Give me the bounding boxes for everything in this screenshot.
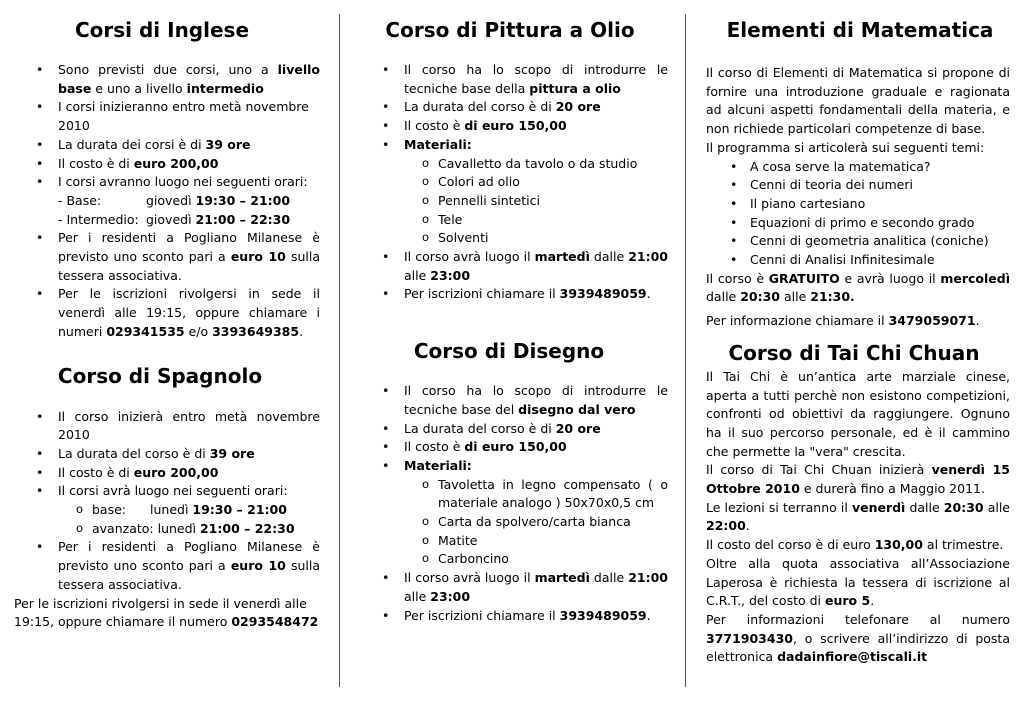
- pittura-item-scope: [360, 61, 668, 98]
- column-left: [14, 0, 320, 724]
- text: Il costo è: [404, 118, 465, 134]
- text: La durata del corso è di: [404, 99, 556, 115]
- text-bold: 20:30: [943, 499, 984, 515]
- text-bold: euro 10: [230, 558, 286, 574]
- text-bold: 20 ore: [555, 99, 601, 115]
- phone-number: 3939489059: [559, 286, 647, 302]
- inglese-item-duration: [14, 136, 320, 155]
- text: Le lezioni si terranno il: [706, 499, 852, 515]
- pittura-material: o Solventi: [360, 229, 668, 248]
- column-right: [706, 0, 1010, 724]
- spagnolo-item-schedule: • Il corsi avrà luogo nei seguenti orari:: [14, 482, 320, 501]
- phone-number: 3771903430: [706, 630, 793, 646]
- schedule-label: base:: [92, 502, 127, 518]
- inglese-schedule-intermedio: [14, 211, 320, 230]
- column-divider-right: [685, 14, 686, 687]
- pittura-item-contacts: [360, 285, 668, 304]
- text: Per le iscrizioni rivolgersi in sede il venerdì alle 19:15, oppure chiamare il numero: [14, 595, 307, 630]
- pittura-material: o Tele: [360, 211, 668, 230]
- spagnolo-schedule-avanzato: [14, 520, 320, 539]
- schedule-label: avanzato: lunedì: [92, 520, 200, 536]
- disegno-material: o Tavoletta in legno compensato ( o materiale analogo ) 50x70x0,5 cm: [360, 476, 668, 513]
- inglese-schedule-base: [14, 192, 320, 211]
- text: sulla tessera associativa.: [58, 249, 320, 283]
- text-bold: euro 10: [230, 249, 286, 265]
- text: Per informazioni telefonare al numero: [706, 611, 1010, 627]
- disegno-item-materials: [360, 457, 668, 476]
- spagnolo-item-discount: [14, 538, 320, 594]
- spagnolo-schedule-base: [14, 501, 320, 520]
- text-bold: di euro 150,00: [464, 439, 567, 455]
- spagnolo-item-duration: [14, 445, 320, 464]
- schedule-day: giovedì: [146, 192, 196, 208]
- text-bold: 23:00: [430, 588, 471, 604]
- text-bold: venerdì 15 Ottobre 2010: [706, 462, 1010, 497]
- disegno-material: o Matite: [360, 532, 668, 551]
- inglese-item-cost: [14, 155, 320, 174]
- inglese-item-schedule: • I corsi avranno luogo nei seguenti orari:: [14, 173, 320, 192]
- inglese-item-levels: [14, 61, 320, 98]
- inglese-item-discount: [14, 229, 320, 285]
- schedule-day: giovedì: [146, 211, 196, 227]
- text: Per iscrizioni chiamare il: [404, 607, 560, 623]
- text-bold: euro 200,00: [133, 464, 219, 480]
- schedule-label: - Intermedio:: [58, 211, 139, 227]
- text: Il corso avrà luogo il: [404, 249, 535, 265]
- matematica-topic: • A cosa serve la matematica?: [706, 158, 1010, 177]
- text-bold: di euro 150,00: [464, 118, 567, 134]
- text: Per iscrizioni chiamare il: [404, 286, 560, 302]
- text: dalle: [589, 570, 629, 586]
- text-bold: 22:00: [706, 518, 746, 534]
- pittura-item-schedule: [360, 248, 668, 285]
- taichi-cost: [706, 536, 1010, 555]
- pittura-list: [360, 61, 668, 304]
- text: .: [299, 323, 304, 339]
- phone-number: 3479059071: [888, 313, 976, 329]
- matematica-program: Il programma si articolerà sui seguenti temi:: [706, 139, 985, 155]
- taichi-contact: [706, 611, 1010, 667]
- text-bold: mercoledì: [940, 270, 1010, 286]
- text-bold: euro 5: [825, 593, 871, 609]
- matematica-topic: • Equazioni di primo e secondo grado: [706, 214, 1010, 233]
- text: Il costo è: [404, 439, 465, 455]
- text-bold: 20:30: [740, 289, 781, 305]
- text-bold: pittura a olio: [529, 80, 621, 96]
- text: .: [745, 518, 750, 534]
- text-bold: martedì: [534, 570, 590, 586]
- text: Il costo è di: [58, 155, 134, 171]
- matematica-topic: • Cenni di teoria dei numeri: [706, 176, 1010, 195]
- text: .: [975, 313, 980, 329]
- text-bold: 21:30.: [810, 289, 855, 305]
- disegno-item-schedule: [360, 569, 668, 606]
- text: dalle: [706, 289, 741, 305]
- text: e durerà fino a Maggio 2011.: [799, 481, 985, 497]
- text: alle: [780, 289, 811, 305]
- text: e uno a livello: [91, 80, 187, 96]
- text: La durata dei corsi è di: [58, 136, 206, 152]
- pittura-item-duration: [360, 98, 668, 117]
- phone-number: 3393649385: [212, 323, 300, 339]
- inglese-item-contacts: [14, 285, 320, 341]
- text: Oltre alla quota associativa all’Associazione Laperosa è richiesta la tessera di iscrizione al C.R.T., del costo di: [706, 555, 1010, 609]
- taichi-schedule: [706, 499, 1010, 536]
- matematica-topic: • Il piano cartesiano: [706, 195, 1010, 214]
- email-address: dadainfiore@tiscali.it: [777, 649, 928, 665]
- matematica-title: Elementi di Matematica: [726, 18, 994, 42]
- phone-number: 029341535: [106, 323, 185, 339]
- schedule-label: - Base:: [58, 192, 102, 208]
- text: Per i residenti a Pogliano Milanese è previsto uno sconto pari a: [58, 539, 320, 574]
- column-divider-left: [339, 14, 340, 687]
- text: Per informazione chiamare il: [706, 313, 889, 329]
- text-bold: GRATUITO: [768, 270, 840, 286]
- text-bold: Materiali:: [404, 136, 472, 152]
- text: dalle: [589, 249, 629, 265]
- pittura-material: o Pennelli sintetici: [360, 192, 668, 211]
- text-bold: disegno dal vero: [518, 401, 636, 417]
- schedule-time: 19:30 – 21:00: [195, 192, 291, 208]
- pittura-item-cost: [360, 117, 668, 136]
- text: Il costo del corso è di euro: [706, 537, 875, 553]
- text-bold: 39 ore: [205, 136, 251, 152]
- text-bold: martedì: [534, 249, 590, 265]
- schedule-time: 19:30 – 21:00: [192, 502, 287, 518]
- schedule-time: 21:00 – 22:30: [195, 211, 291, 227]
- text-bold: 21:00: [628, 249, 668, 265]
- schedule-day: lunedì: [150, 502, 193, 518]
- text: , o scrivere all’indirizzo di posta elettronica: [706, 630, 1010, 665]
- text: al trimestre.: [922, 537, 1004, 553]
- text-bold: 20 ore: [555, 420, 601, 436]
- matematica-topics: [706, 158, 1010, 270]
- spagnolo-item-cost: [14, 464, 320, 483]
- disegno-list: [360, 382, 668, 625]
- text: .: [646, 607, 651, 623]
- text: alle: [983, 499, 1010, 515]
- text: sulla tessera associativa.: [58, 558, 320, 592]
- text: .: [646, 286, 651, 302]
- text-bold: 39 ore: [209, 445, 255, 461]
- text: Il corso di Tai Chi Chuan inizierà: [706, 462, 932, 478]
- phone-number: 0293548472: [231, 614, 319, 630]
- inglese-title: Corsi di Inglese: [74, 18, 250, 42]
- inglese-list: [14, 61, 320, 342]
- text: Sono previsti due corsi, uno a: [58, 62, 278, 77]
- phone-number: 3939489059: [559, 607, 647, 623]
- text: Il corso avrà luogo il: [404, 570, 535, 586]
- text: Per le iscrizioni rivolgersi in sede il venerdì alle 19:15, oppure chiamare i numeri: [58, 286, 320, 339]
- matematica-intro: Il corso di Elementi di Matematica si propone di fornire una introduzione graduale e ragionata ad alcuni aspetti fondamentali della materia, e non richiede particolari competenze di base.: [706, 65, 1010, 137]
- text: Il corso ha lo scopo di introdurre le tecniche base della: [404, 62, 668, 96]
- text-bold: 23:00: [430, 267, 471, 283]
- column-center: [360, 0, 668, 724]
- text-bold: 21:00: [628, 570, 668, 586]
- disegno-title: Corso di Disegno: [413, 339, 605, 364]
- disegno-material: o Carta da spolvero/carta bianca: [360, 513, 668, 532]
- text: dalle: [905, 499, 944, 515]
- text: Il corso ha lo scopo di introdurre le tecniche base del: [404, 383, 668, 417]
- text-bold: intermedio: [186, 80, 264, 96]
- matematica-schedule: [706, 270, 1010, 307]
- disegno-item-duration: [360, 420, 668, 439]
- text: .: [870, 593, 875, 609]
- taichi-title: Corso di Tai Chi Chuan: [728, 340, 980, 365]
- text: Il corso è: [706, 270, 769, 286]
- text: La durata del corso è di: [58, 445, 210, 461]
- matematica-contact: [706, 312, 1010, 331]
- matematica-topic: • Cenni di Analisi Infinitesimale: [706, 251, 1010, 270]
- text-bold: Materiali:: [404, 457, 472, 473]
- schedule-time: 21:00 – 22:30: [199, 520, 295, 536]
- pittura-title: Corso di Pittura a Olio: [385, 18, 635, 42]
- text: alle: [404, 588, 431, 604]
- spagnolo-title: Corso di Spagnolo: [57, 363, 263, 388]
- text: Per i residenti a Pogliano Milanese è previsto uno sconto pari a: [58, 230, 320, 265]
- matematica-topic: • Cenni di geometria analitica (coniche): [706, 232, 1010, 251]
- inglese-item-start: • I corsi inizieranno entro metà novembre 2010: [14, 98, 320, 135]
- pittura-item-materials: [360, 136, 668, 155]
- text: alle: [404, 267, 431, 283]
- disegno-item-contacts: [360, 607, 668, 626]
- disegno-item-scope: [360, 382, 668, 419]
- spagnolo-footer: [14, 595, 324, 632]
- disegno-material: o Carboncino: [360, 550, 668, 569]
- text: Il costo è di: [58, 464, 134, 480]
- pittura-material: o Cavalletto da tavolo o da studio: [360, 155, 668, 174]
- spagnolo-list: [14, 408, 320, 595]
- text-bold: venerdì: [851, 499, 906, 515]
- taichi-intro: Il Tai Chi è un’antica arte marziale cinese, aperta a tutti perchè non esistono competizioni, confronti od obiettivi da raggiungere. Ognuno ha il suo percorso personale, ed è il cammino che permette la "vera" crescita.: [706, 368, 1010, 459]
- spagnolo-item-start: • Il corso inizierà entro metà novembre 2010: [14, 408, 320, 445]
- text-bold: euro 200,00: [133, 155, 219, 171]
- disegno-item-cost: [360, 438, 668, 457]
- taichi-start: [706, 461, 1010, 498]
- pittura-material: o Colori ad olio: [360, 173, 668, 192]
- text-bold: livello base: [58, 62, 320, 96]
- text: e avrà luogo il: [839, 270, 941, 286]
- text: La durata del corso è di: [404, 420, 556, 436]
- text-bold: 130,00: [874, 537, 923, 553]
- taichi-membership: [706, 555, 1010, 611]
- text: e/o: [184, 323, 213, 339]
